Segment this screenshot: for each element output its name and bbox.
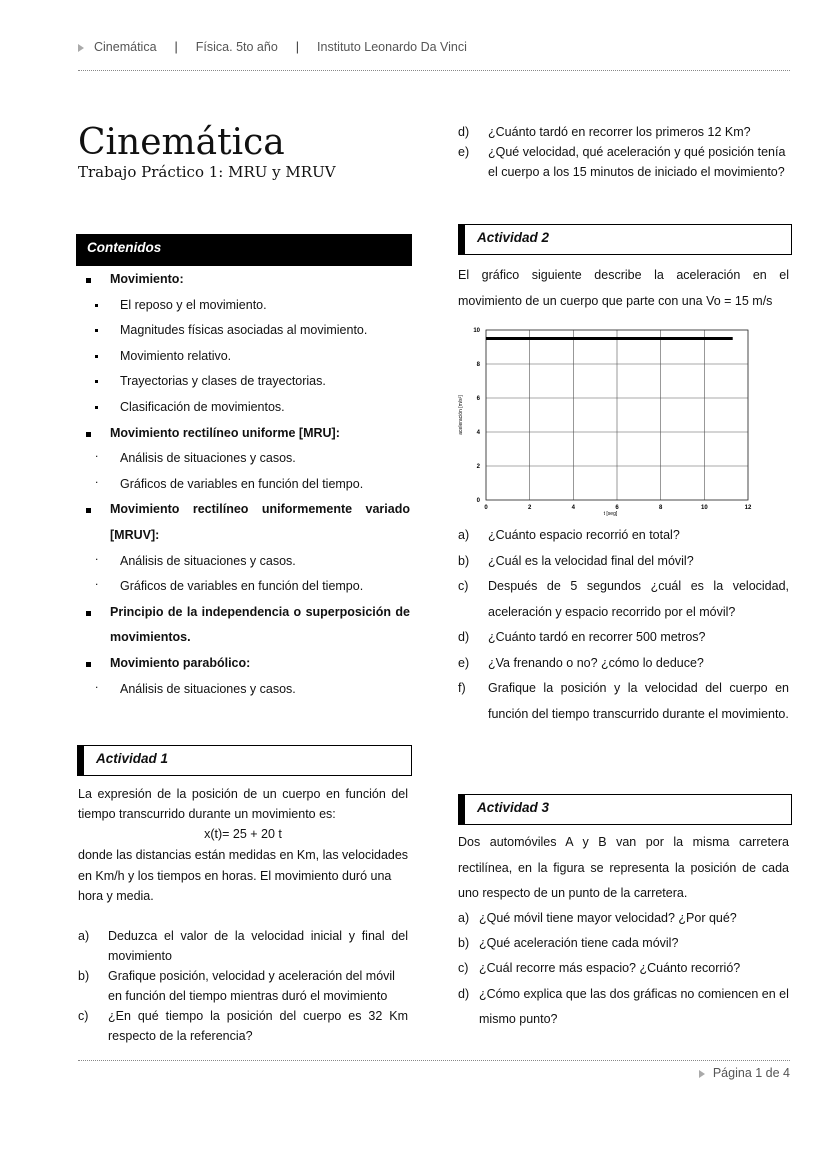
actividad1-intro: La expresión de la posición de un cuerpo en función del tiempo transcurrido durante un movimiento es: — [78, 787, 408, 821]
subtopic-label: Gráficos de variables en función del tiempo. — [120, 476, 364, 491]
dot-bullet-icon — [95, 406, 98, 409]
question-text: ¿Cuál es la velocidad final del móvil? — [488, 553, 694, 568]
question-item — [458, 931, 790, 956]
page-number — [699, 1066, 790, 1080]
question-letter: a) — [458, 911, 470, 925]
period-bullet-icon: . — [95, 471, 99, 486]
list-item — [78, 574, 413, 600]
question-letter: f) — [458, 681, 466, 695]
contenidos-list — [78, 267, 413, 702]
question-item — [78, 966, 408, 1006]
page-title: Cinemática — [78, 122, 285, 163]
topic-label: movimientos. — [110, 630, 191, 645]
question-letter: a) — [78, 929, 90, 943]
question-text: ¿Qué velocidad, qué aceleración y qué posición tenía el cuerpo a los 15 minutos de iniciado el movimiento? — [488, 145, 786, 179]
subtopic-label: Gráficos de variables en función del tiempo. — [120, 579, 364, 594]
footer-divider — [78, 1060, 790, 1061]
topic-label: Movimiento rectilíneo uniformemente variado — [110, 502, 410, 517]
question-letter: b) — [78, 969, 90, 983]
actividad2-questions — [458, 523, 789, 727]
list-item — [78, 523, 413, 549]
actividad1-body: donde las distancias están medidas en Km, las velocidades en Km/h y los tiempos en horas. El movimiento duró una hora y media. — [78, 848, 409, 903]
question-text: ¿Cómo explica que las dos gráficas no comiencen en el mismo punto? — [479, 986, 789, 1026]
header-separator: | — [174, 40, 178, 54]
list-item — [78, 267, 413, 293]
header-separator: | — [295, 40, 300, 54]
x-tick-label: 2 — [527, 505, 532, 511]
question-text: ¿Va frenando o no? ¿cómo lo deduce? — [488, 655, 704, 670]
list-item — [78, 625, 413, 651]
list-item — [78, 472, 413, 498]
question-text: ¿Qué aceleración tiene cada móvil? — [479, 936, 679, 951]
square-bullet-icon — [86, 278, 91, 283]
question-text: Después de 5 segundos ¿cuál es la velocidad, aceleración y espacio recorrido por el móvil? — [488, 579, 789, 619]
dot-bullet-icon — [95, 355, 98, 358]
subtopic-label: Trayectorias y clases de trayectorias. — [120, 374, 326, 389]
triangle-icon — [699, 1070, 705, 1078]
question-text: Deduzca el valor de la velocidad inicial y final del movimiento — [108, 929, 408, 963]
question-item — [458, 574, 789, 625]
square-bullet-icon — [86, 662, 91, 667]
y-tick-label: 6 — [476, 396, 480, 402]
question-item — [458, 676, 789, 727]
x-tick-label: 8 — [658, 505, 663, 511]
question-text: ¿Cuál recorre más espacio? ¿Cuánto recorrió? — [479, 961, 741, 976]
question-text: Grafique la posición y la velocidad del cuerpo en función del tiempo transcurrido durante el movimiento. — [488, 681, 789, 721]
question-letter: e) — [458, 145, 470, 159]
x-tick-label: 4 — [571, 505, 576, 511]
period-bullet-icon: . — [95, 548, 99, 563]
list-item — [78, 318, 413, 344]
question-text: Grafique posición, velocidad y aceleración del móvil en función del tiempo mientras duró el movimiento — [108, 969, 395, 1003]
header-school: Instituto Leonardo Da Vinci — [317, 40, 467, 54]
x-tick-label: 0 — [484, 505, 488, 511]
x-tick-label: 6 — [615, 505, 619, 511]
list-item — [78, 549, 413, 575]
list-item — [78, 293, 413, 319]
triangle-icon — [78, 44, 84, 52]
period-bullet-icon: . — [95, 446, 99, 461]
dot-bullet-icon — [95, 380, 98, 383]
question-item — [78, 1006, 408, 1046]
question-item — [458, 906, 790, 931]
actividad2-intro: El gráfico siguiente describe la aceleración en el movimiento de un cuerpo que parte con una Vo = 15 m/s — [458, 268, 789, 308]
list-item — [78, 369, 413, 395]
header-divider — [78, 70, 790, 71]
topic-label: [MRUV]: — [110, 527, 160, 542]
y-tick-label: 2 — [476, 464, 480, 470]
x-tick-label: 10 — [700, 505, 708, 511]
y-tick-label: 4 — [476, 430, 480, 436]
x-axis-label: t [seg] — [603, 511, 618, 517]
actividad3-questions — [458, 906, 790, 1032]
question-item — [458, 982, 790, 1032]
question-item — [78, 926, 408, 966]
subtopic-label: Análisis de situaciones y casos. — [120, 681, 296, 696]
question-item — [458, 651, 789, 677]
y-tick-label: 0 — [476, 498, 480, 504]
question-letter: e) — [458, 655, 470, 670]
list-item — [78, 446, 413, 472]
question-item — [458, 122, 790, 142]
topic-label: Movimiento rectilíneo uniforme [MRU]: — [110, 425, 340, 440]
page-number-label: Página 1 de 4 — [712, 1066, 790, 1080]
header-section: Cinemática — [94, 40, 157, 54]
subtopic-label: Análisis de situaciones y casos. — [120, 451, 296, 466]
square-bullet-icon — [86, 611, 91, 616]
question-letter: c) — [458, 961, 469, 976]
question-letter: c) — [458, 579, 469, 593]
question-letter: b) — [458, 936, 470, 951]
question-text: ¿Cuánto tardó en recorrer 500 metros? — [488, 630, 706, 644]
subtopic-label: Análisis de situaciones y casos. — [120, 553, 296, 568]
question-letter: a) — [458, 528, 470, 542]
y-tick-label: 8 — [476, 362, 480, 368]
period-bullet-icon: . — [95, 574, 99, 589]
subtopic-label: Magnitudes físicas asociadas al movimiento. — [120, 323, 368, 338]
question-letter: c) — [78, 1009, 89, 1023]
list-item — [78, 421, 413, 447]
question-letter: d) — [458, 125, 470, 139]
topic-label: Movimiento: — [110, 272, 184, 286]
square-bullet-icon — [86, 508, 91, 513]
page-subtitle: Trabajo Práctico 1: MRU y MRUV — [78, 163, 336, 181]
question-text: ¿Cuánto tardó en recorrer los primeros 12 Km? — [488, 125, 751, 139]
x-tick-label: 12 — [744, 505, 752, 511]
contenidos-heading: Contenidos — [76, 234, 412, 266]
square-bullet-icon — [86, 432, 91, 437]
question-text: ¿En qué tiempo la posición del cuerpo es 32 Km respecto de la referencia? — [108, 1009, 408, 1043]
question-letter: d) — [458, 986, 470, 1001]
y-axis-label: aceleración [m/s²] — [458, 395, 464, 435]
list-item — [78, 677, 413, 703]
question-letter: d) — [458, 630, 470, 644]
running-header — [78, 40, 467, 54]
question-item — [458, 625, 789, 651]
question-item — [458, 523, 789, 549]
topic-label: Movimiento parabólico: — [110, 655, 251, 670]
subtopic-label: Movimiento relativo. — [120, 348, 232, 363]
subtopic-label: Clasificación de movimientos. — [120, 399, 285, 414]
actividad1-questions-right — [458, 122, 790, 182]
question-item — [458, 549, 789, 575]
question-item — [458, 142, 790, 182]
list-item — [78, 600, 413, 626]
list-item — [78, 395, 413, 421]
actividad2-heading: Actividad 2 — [458, 224, 792, 255]
list-item — [78, 344, 413, 370]
question-text: ¿Qué móvil tiene mayor velocidad? ¿Por qué? — [479, 911, 737, 925]
list-item — [78, 651, 413, 677]
topic-label: Principio de la independencia o superposición de — [110, 604, 410, 619]
acceleration-chart — [450, 314, 764, 520]
period-bullet-icon: . — [95, 676, 99, 691]
actividad3-intro: Dos automóviles A y B van por la misma carretera rectilínea, en la figura se representa la posición de cada uno respecto de un punto de la carretera. — [458, 835, 789, 900]
actividad1-heading: Actividad 1 — [77, 745, 412, 776]
actividad3-heading: Actividad 3 — [458, 794, 792, 825]
question-text: ¿Cuánto espacio recorrió en total? — [488, 528, 680, 542]
list-item — [78, 497, 413, 523]
actividad1-questions-left — [78, 926, 408, 1046]
header-subject: Física. 5to año — [195, 40, 278, 54]
y-tick-label: 10 — [473, 328, 480, 334]
actividad1-formula: x(t)= 25 + 20 t — [204, 827, 282, 841]
question-item — [458, 956, 790, 981]
dot-bullet-icon — [95, 329, 98, 332]
subtopic-label: El reposo y el movimiento. — [120, 297, 267, 312]
question-letter: b) — [458, 553, 470, 568]
dot-bullet-icon — [95, 304, 98, 307]
